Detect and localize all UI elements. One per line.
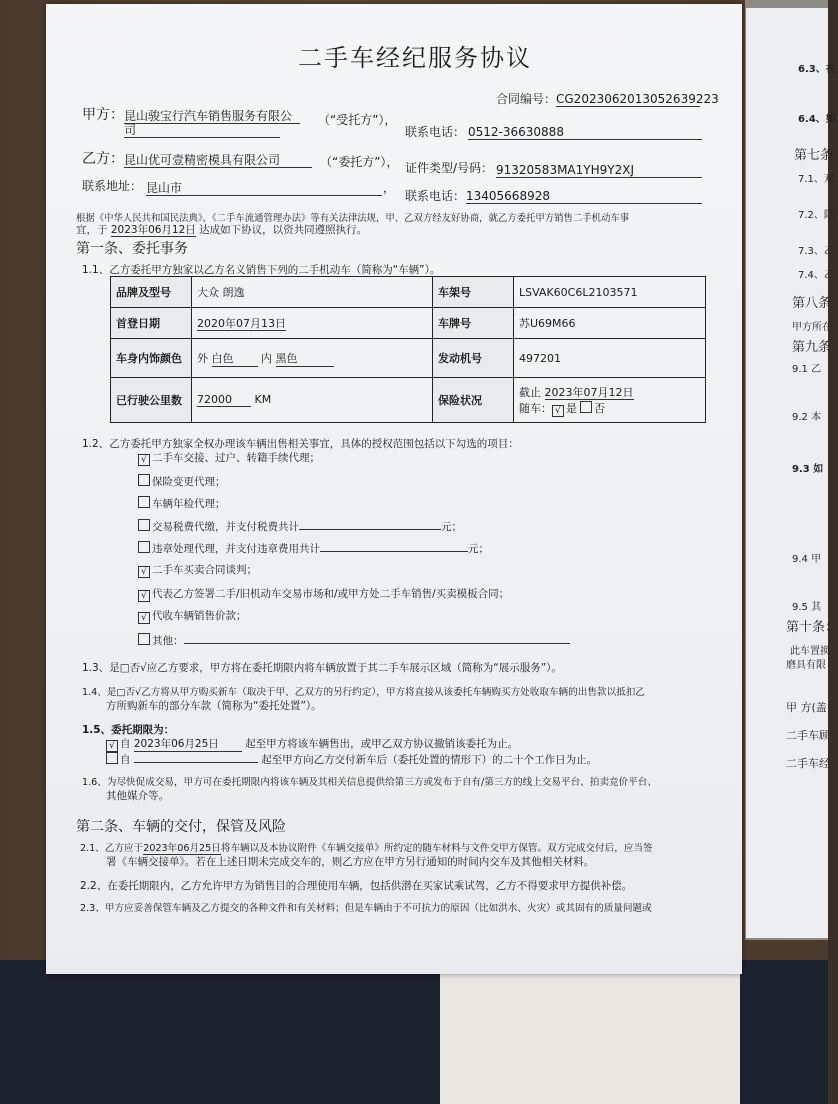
- vin-value: LSVAK60C6L2103571: [514, 277, 706, 308]
- clause-1-6-line-2: 其他媒介等。: [106, 790, 169, 802]
- option-checkbox[interactable]: [138, 474, 150, 486]
- id-label: 证件类型/号码：: [405, 161, 494, 175]
- phone-b-label: 联系电话：: [405, 189, 466, 203]
- checkbox-no[interactable]: [580, 401, 592, 413]
- side-text: 磨具有限: [786, 660, 826, 671]
- second-page: [746, 8, 838, 938]
- insurance-until-row: [519, 384, 700, 400]
- plate-value: 苏U69M66: [514, 308, 706, 339]
- intro-line-2: [76, 224, 367, 237]
- side-text: 第八条: [792, 296, 832, 311]
- delivery-date: 2023年06月25日: [143, 843, 221, 854]
- option-checkbox[interactable]: [138, 519, 150, 531]
- side-text: 二手车经: [786, 757, 830, 770]
- party-b-name: 昆山优可壹精密模具有限公司: [124, 154, 312, 168]
- mileage-label: 已行驶公里数: [111, 378, 192, 423]
- term-checkbox-1[interactable]: √: [106, 740, 118, 752]
- side-text: 二手车顾: [786, 729, 830, 742]
- option-label: 代收车辆销售价款；: [152, 610, 247, 622]
- option-label: 其他：: [152, 635, 184, 647]
- id-value: 91320583MA1YH9Y2XJ: [496, 164, 702, 178]
- side-text: 此车置换: [790, 646, 830, 657]
- term-option-2-text: 起至甲方向乙方交付新车后（委托处置的情形下）的二十个工作日为止。: [261, 754, 598, 766]
- side-text: 第七条: [794, 148, 834, 163]
- clause-1-3: 1.3、是□否√应乙方要求，甲方将在委托期限内将车辆放置于其二手车展示区域（简称为“展示服务”）。: [82, 662, 562, 674]
- term-start-date: 2023年06月25日: [134, 738, 242, 752]
- party-a-name-cont: 司: [124, 124, 280, 138]
- clause-1-4-line-1: 1.4、是□否√乙方将从甲方购买新车（取决于甲、乙双方的另行约定），甲方将直接从该委托车辆购买方处收取车辆的出售款以抵扣乙: [82, 687, 645, 698]
- clause-1-4-line-2: 方所购新车的部分车款（简称为“委托处置”）。: [106, 700, 322, 712]
- side-text: 7.4、乙: [798, 270, 834, 281]
- side-text: 6.4、如: [798, 114, 836, 125]
- document-title: 二手车经纪服务协议: [298, 44, 532, 72]
- option-checkbox[interactable]: √: [138, 612, 150, 624]
- contract-no: CG2023062013052639223: [556, 92, 719, 106]
- option-row: [138, 496, 226, 511]
- color-cell: [192, 339, 433, 378]
- color-in-label: 内: [261, 351, 272, 365]
- engine-value: 497201: [514, 339, 706, 378]
- side-text: 甲方所在: [792, 322, 832, 333]
- option-row: [138, 632, 570, 648]
- side-text: 7.3、乙: [798, 246, 834, 257]
- option-row: [138, 518, 462, 534]
- clause-2-2: 2.2、在委托期限内，乙方允许甲方为销售目的合理使用车辆，包括供潜在买家试乘试驾，乙方不得要求甲方提供补偿。: [80, 880, 633, 892]
- party-a-role: （“受托方”），: [318, 113, 397, 127]
- vehicle-table: [110, 276, 706, 423]
- option-label: 交易税费代缴，并支付税费共计: [152, 521, 299, 533]
- option-suffix: 元；: [468, 543, 489, 555]
- brand-value: 大众 朗逸: [192, 277, 433, 308]
- side-text: 9.1 乙: [792, 364, 822, 375]
- side-text: 6.3、在: [798, 64, 836, 75]
- term-option-2-from: 自: [120, 754, 131, 766]
- plate-label: 车牌号: [433, 308, 514, 339]
- intro-text: 宜，于: [76, 224, 108, 236]
- clause-1-6-line-1: 1.6、为尽快促成交易，甲方可在委托期限内将该车辆及其相关信息提供给第三方或发布于自有/第三方的线上交易平台、拍卖竞价平台、: [82, 777, 657, 788]
- option-label: 二手车交接、过户、转籍手续代理；: [152, 452, 320, 464]
- option-checkbox[interactable]: [138, 541, 150, 553]
- term-blank-date: [134, 762, 258, 763]
- color-in: 黑色: [276, 350, 334, 367]
- other-blank: [184, 632, 570, 644]
- option-label: 代表乙方签署二手/旧机动车交易市场和/或甲方处二手车销售/买卖模板合同；: [152, 588, 510, 600]
- intro-date: 2023年06月12日: [110, 224, 196, 236]
- side-text: 9.4 甲: [792, 554, 822, 565]
- side-text: 第十条：: [786, 620, 838, 635]
- option-blank: [299, 518, 441, 530]
- insurance-cell: [514, 378, 706, 423]
- brand-label: 品牌及型号: [111, 277, 192, 308]
- ins-yes-label: 是: [566, 401, 577, 415]
- option-label: 保险变更代理；: [152, 476, 226, 488]
- insurance-follow-row: [519, 400, 700, 417]
- reg-date-label: 首登日期: [111, 308, 192, 339]
- clause-1-5: 1.5、委托期限为：: [82, 724, 175, 736]
- side-text: 甲 方(盖: [786, 701, 827, 714]
- clause-2-1-pre: 2.1、乙方应于: [80, 843, 144, 854]
- side-text: 9.5 其: [792, 602, 822, 613]
- side-text: 9.2 本: [792, 412, 822, 423]
- phone-b: 13405668928: [466, 190, 702, 204]
- clause-1-1: 1.1、乙方委托甲方独家以乙方名义销售下列的二手机动车（简称为“车辆”）。: [82, 264, 441, 276]
- insurance-label: 保险状况: [433, 378, 514, 423]
- party-a-name: 昆山骏宝行汽车销售服务有限公: [124, 110, 300, 124]
- address: 昆山市: [146, 182, 382, 196]
- clause-2-1-line-1: [80, 842, 653, 855]
- ins-until: 2023年07月12日: [544, 385, 634, 399]
- phone-a-label: 联系电话：: [405, 125, 466, 139]
- vin-label: 车架号: [433, 277, 514, 308]
- option-blank: [320, 540, 468, 552]
- color-out-label: 外: [197, 351, 208, 365]
- mileage-value: 72000: [197, 393, 251, 407]
- side-text: 7.2、除: [798, 210, 834, 221]
- reg-date-value: 2020年07月13日: [197, 317, 286, 330]
- option-label: 车辆年检代理；: [152, 498, 226, 510]
- term-option-2: [106, 752, 597, 767]
- ins-follow-label: 随车：: [519, 401, 552, 415]
- intro-line-1: 根据《中华人民共和国民法典》、《二手车流通管理办法》等有关法律法规，甲、乙双方经友好协商，就乙方委托甲方销售二手机动车事: [76, 213, 630, 224]
- engine-label: 发动机号: [433, 339, 514, 378]
- phone-a: 0512-36630888: [468, 126, 702, 140]
- contract-no-label: 合同编号：: [496, 92, 557, 106]
- clause-2-1-post: 将车辆以及本协议附件《车辆交接单》所约定的随车材料与文件交甲方保管。双方完成交付后，应当签: [220, 843, 653, 854]
- option-label: 违章处理代理，并支付违章费用共计: [152, 543, 320, 555]
- article-2-title: 第二条、车辆的交付，保管及风险: [76, 819, 286, 835]
- ins-until-label: 截止: [519, 385, 541, 399]
- option-checkbox[interactable]: √: [138, 590, 150, 602]
- address-label: 联系地址：: [82, 179, 143, 193]
- article-1-title: 第一条、委托事务: [76, 241, 188, 257]
- option-label: 二手车买卖合同谈判；: [152, 564, 257, 576]
- option-checkbox[interactable]: √: [138, 454, 150, 466]
- address-comma: ，: [383, 181, 396, 195]
- mileage-unit: KM: [254, 393, 272, 406]
- side-text: 7.1、双: [798, 174, 834, 185]
- option-row: [138, 610, 247, 624]
- party-a-label: 甲方：: [82, 107, 124, 123]
- option-checkbox[interactable]: [138, 496, 150, 508]
- cloth-background: [440, 970, 740, 1104]
- party-b-label: 乙方：: [82, 151, 124, 167]
- term-option-1: [106, 738, 518, 752]
- clause-1-2: 1.2、乙方委托甲方独家全权办理该车辆出售相关事宜，具体的授权范围包括以下勾选的项目：: [82, 438, 519, 450]
- option-checkbox[interactable]: √: [138, 566, 150, 578]
- term-option-1-text: 起至甲方将该车辆售出，或甲乙双方协议撤销该委托为止。: [245, 738, 519, 750]
- option-checkbox[interactable]: [138, 633, 150, 645]
- option-row: [138, 564, 257, 578]
- intro-text-end: 达成如下协议，以资共同遵照执行。: [199, 224, 368, 236]
- term-checkbox-2[interactable]: [106, 752, 118, 764]
- option-row: [138, 452, 320, 466]
- option-row: [138, 588, 509, 602]
- option-row: [138, 540, 489, 556]
- option-suffix: 元；: [441, 521, 462, 533]
- mileage-cell: [192, 378, 433, 423]
- reg-date-cell: [192, 308, 433, 339]
- option-row: [138, 474, 226, 489]
- ins-no-label: 否: [594, 401, 605, 415]
- party-b-role: （“委托方”），: [320, 155, 399, 169]
- color-label: 车身内饰颜色: [111, 339, 192, 378]
- color-out: 白色: [212, 350, 258, 367]
- clause-2-3: 2.3、甲方应妥善保管车辆及乙方提交的各种文件和有关材料；但是车辆由于不可抗力的原因（比如洪水、火灾）或其固有的质量问题或: [80, 903, 652, 914]
- checkbox-yes[interactable]: √: [552, 405, 564, 417]
- term-option-1-from: 自: [120, 738, 131, 750]
- side-text: 9.3 如: [792, 464, 824, 475]
- side-text: 第九条: [792, 340, 832, 355]
- clause-2-1-line-2: 署《车辆交接单》。若在上述日期未完成交车的，则乙方应在甲方另行通知的时间内交车及其他相关材料。: [106, 856, 595, 868]
